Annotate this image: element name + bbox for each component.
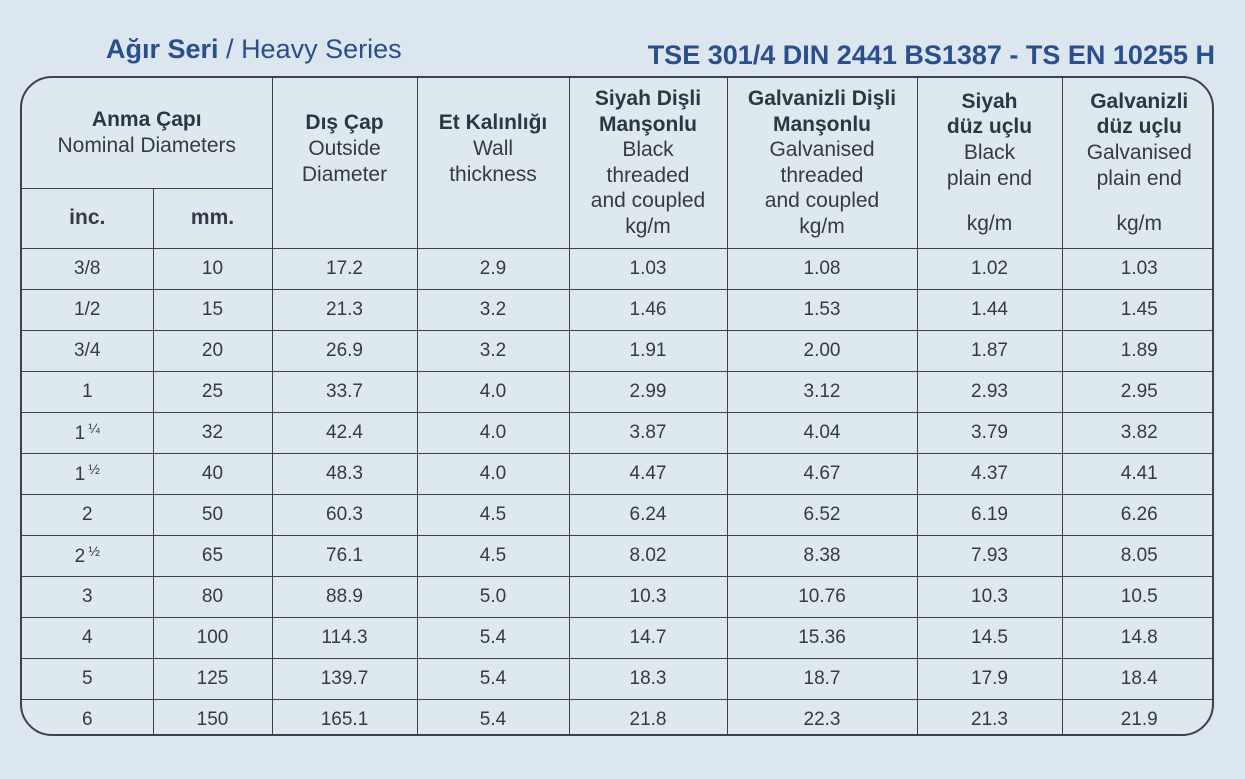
cell-wall-thickness: 5.0 [417, 576, 569, 617]
table-row [22, 248, 1214, 289]
cell-wall-thickness: 3.2 [417, 289, 569, 330]
fraction: ¼ [88, 420, 100, 436]
cell-mm: 40 [153, 453, 272, 494]
cell-black-threaded: 1.03 [569, 248, 727, 289]
standards-title: TSE 301/4 DIN 2441 BS1387 - TS EN 10255 H [647, 40, 1215, 70]
pipe-table-frame [20, 76, 1214, 736]
cell-mm: 150 [153, 699, 272, 736]
cell-mm: 100 [153, 617, 272, 658]
header-inc: inc. [22, 188, 153, 248]
cell-mm: 65 [153, 535, 272, 576]
cell-outside-diameter: 139.7 [272, 658, 417, 699]
cell-black-threaded: 14.7 [569, 617, 727, 658]
cell-mm: 50 [153, 494, 272, 535]
cell-black-threaded: 6.24 [569, 494, 727, 535]
table-row [22, 330, 1214, 371]
pipe-spec-table [22, 78, 1214, 736]
table-row [22, 576, 1214, 617]
cell-galvanised-plain-end: 2.95 [1062, 371, 1214, 412]
cell-black-plain-end: 1.44 [917, 289, 1062, 330]
cell-black-threaded: 18.3 [569, 658, 727, 699]
cell-mm: 10 [153, 248, 272, 289]
cell-galvanised-threaded: 1.53 [727, 289, 917, 330]
cell-galvanised-plain-end: 1.03 [1062, 248, 1214, 289]
cell-galvanised-threaded: 18.7 [727, 658, 917, 699]
cell-inc: 5 [22, 658, 153, 699]
cell-galvanised-threaded: 22.3 [727, 699, 917, 736]
header-galvanised-threaded: Galvanizli Dişli Manşonlu Galvanised threaded and coupled kg/m [727, 78, 917, 248]
cell-inc: 4 [22, 617, 153, 658]
cell-mm: 80 [153, 576, 272, 617]
cell-galvanised-plain-end: 14.8 [1062, 617, 1214, 658]
fraction: ½ [88, 461, 100, 477]
cell-black-plain-end: 14.5 [917, 617, 1062, 658]
cell-mm: 32 [153, 412, 272, 453]
cell-inc: 1 $^{\frac{1}{4}}$ [22, 412, 153, 453]
cell-galvanised-threaded: 6.52 [727, 494, 917, 535]
cell-wall-thickness: 2.9 [417, 248, 569, 289]
cell-outside-diameter: 42.4 [272, 412, 417, 453]
cell-outside-diameter: 114.3 [272, 617, 417, 658]
cell-inc: 2 [22, 494, 153, 535]
cell-outside-diameter: 26.9 [272, 330, 417, 371]
cell-black-threaded: 8.02 [569, 535, 727, 576]
cell-wall-thickness: 5.4 [417, 699, 569, 736]
fraction: ½ [88, 543, 100, 559]
cell-galvanised-plain-end: 21.9 [1062, 699, 1214, 736]
cell-black-plain-end: 3.79 [917, 412, 1062, 453]
cell-galvanised-plain-end: 3.82 [1062, 412, 1214, 453]
cell-wall-thickness: 4.5 [417, 494, 569, 535]
cell-inc: 1 [22, 371, 153, 412]
table-row [22, 617, 1214, 658]
table-row [22, 658, 1214, 699]
cell-black-plain-end: 17.9 [917, 658, 1062, 699]
cell-black-threaded: 1.91 [569, 330, 727, 371]
cell-black-threaded: 2.99 [569, 371, 727, 412]
cell-outside-diameter: 88.9 [272, 576, 417, 617]
table-row [22, 535, 1214, 576]
cell-inc: 3/4 [22, 330, 153, 371]
cell-mm: 125 [153, 658, 272, 699]
cell-wall-thickness: 3.2 [417, 330, 569, 371]
cell-galvanised-plain-end: 1.89 [1062, 330, 1214, 371]
cell-galvanised-threaded: 4.04 [727, 412, 917, 453]
cell-wall-thickness: 4.0 [417, 453, 569, 494]
cell-inc: 1/2 [22, 289, 153, 330]
header-mm: mm. [153, 188, 272, 248]
cell-outside-diameter: 165.1 [272, 699, 417, 736]
cell-galvanised-threaded: 10.76 [727, 576, 917, 617]
cell-mm: 20 [153, 330, 272, 371]
cell-wall-thickness: 5.4 [417, 658, 569, 699]
cell-wall-thickness: 5.4 [417, 617, 569, 658]
cell-black-plain-end: 21.3 [917, 699, 1062, 736]
cell-inc: 2 $^{\frac{1}{2}}$ [22, 535, 153, 576]
cell-galvanised-plain-end: 8.05 [1062, 535, 1214, 576]
table-row [22, 289, 1214, 330]
table-row [22, 412, 1214, 453]
cell-black-plain-end: 10.3 [917, 576, 1062, 617]
table-row [22, 371, 1214, 412]
cell-black-plain-end: 2.93 [917, 371, 1062, 412]
cell-black-threaded: 4.47 [569, 453, 727, 494]
cell-galvanised-threaded: 1.08 [727, 248, 917, 289]
header-wall-thickness: Et Kalınlığı Wall thickness [417, 78, 569, 248]
table-row [22, 699, 1214, 736]
table-row [22, 453, 1214, 494]
cell-outside-diameter: 60.3 [272, 494, 417, 535]
cell-inc: 3 [22, 576, 153, 617]
cell-outside-diameter: 76.1 [272, 535, 417, 576]
cell-galvanised-threaded: 3.12 [727, 371, 917, 412]
cell-black-threaded: 1.46 [569, 289, 727, 330]
header-black-plain-end: Siyah düz uçlu Black plain end kg/m [917, 78, 1062, 248]
cell-galvanised-plain-end: 18.4 [1062, 658, 1214, 699]
cell-black-plain-end: 6.19 [917, 494, 1062, 535]
cell-black-plain-end: 1.02 [917, 248, 1062, 289]
cell-inc: 1 $^{\frac{1}{2}}$ [22, 453, 153, 494]
cell-galvanised-plain-end: 6.26 [1062, 494, 1214, 535]
cell-galvanised-threaded: 2.00 [727, 330, 917, 371]
cell-wall-thickness: 4.0 [417, 412, 569, 453]
cell-inc: 3/8 [22, 248, 153, 289]
cell-mm: 25 [153, 371, 272, 412]
cell-black-threaded: 3.87 [569, 412, 727, 453]
cell-black-threaded: 10.3 [569, 576, 727, 617]
cell-black-plain-end: 4.37 [917, 453, 1062, 494]
cell-galvanised-threaded: 4.67 [727, 453, 917, 494]
cell-outside-diameter: 33.7 [272, 371, 417, 412]
cell-galvanised-plain-end: 10.5 [1062, 576, 1214, 617]
cell-galvanised-plain-end: 1.45 [1062, 289, 1214, 330]
cell-inc: 6 [22, 699, 153, 736]
cell-outside-diameter: 17.2 [272, 248, 417, 289]
header-nominal-diameter: Anma Çapı Nominal Diameters [22, 78, 272, 188]
series-title-tr: Ağır Seri [106, 34, 219, 64]
cell-outside-diameter: 48.3 [272, 453, 417, 494]
cell-wall-thickness: 4.5 [417, 535, 569, 576]
cell-black-plain-end: 7.93 [917, 535, 1062, 576]
header-black-threaded: Siyah Dişli Manşonlu Black threaded and coupled kg/m [569, 78, 727, 248]
cell-galvanised-threaded: 15.36 [727, 617, 917, 658]
series-title [106, 34, 402, 65]
cell-black-threaded: 21.8 [569, 699, 727, 736]
header-outside-diameter: Dış Çap Outside Diameter [272, 78, 417, 248]
series-title-en: Heavy Series [241, 34, 402, 64]
cell-galvanised-plain-end: 4.41 [1062, 453, 1214, 494]
cell-black-plain-end: 1.87 [917, 330, 1062, 371]
cell-galvanised-threaded: 8.38 [727, 535, 917, 576]
cell-wall-thickness: 4.0 [417, 371, 569, 412]
table-row [22, 494, 1214, 535]
header-galvanised-plain-end: Galvanizli düz uçlu Galvanised plain end kg/m [1062, 78, 1214, 248]
cell-mm: 15 [153, 289, 272, 330]
cell-outside-diameter: 21.3 [272, 289, 417, 330]
series-title-separator: / [218, 34, 242, 64]
